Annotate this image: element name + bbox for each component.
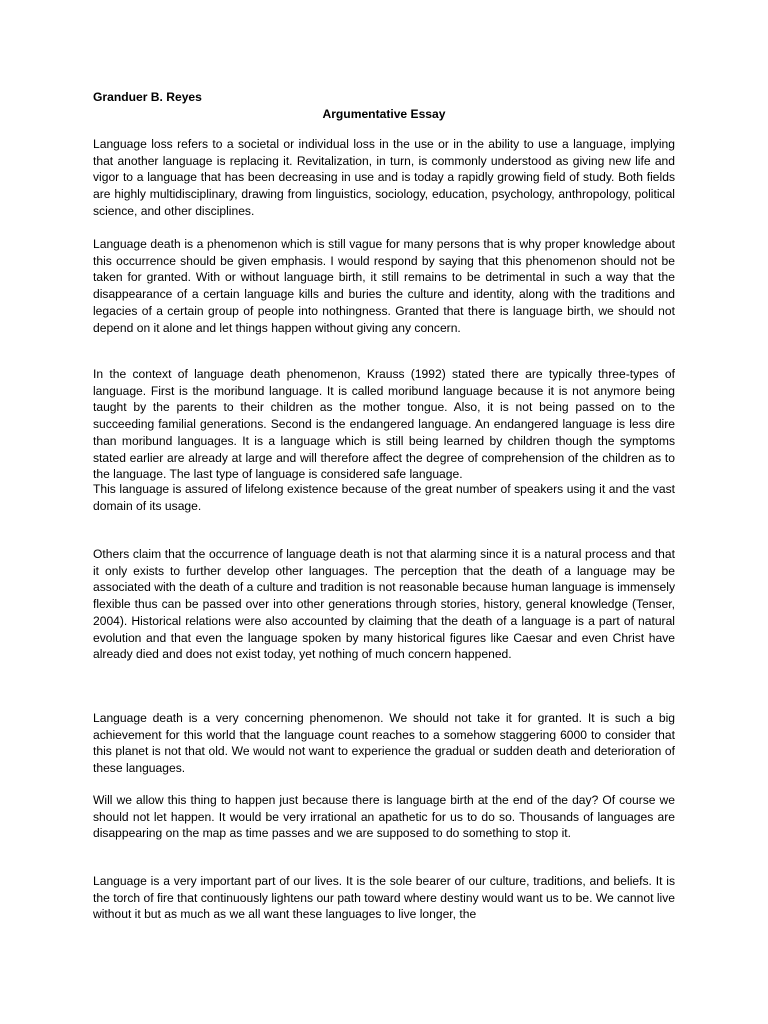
paragraph-safe-language: This language is assured of lifelong existence because of the great number of speakers using it and the vast domain of its usage.	[93, 482, 675, 513]
paragraph-language-loss: Language loss refers to a societal or individual loss in the use or in the ability to use a language, implying that another language is replacing it. Revitalization, in turn, is commonly understood as giving new life and vigor to a language that has been decreasing in use and is today a rapidly growing field of study. Both fields are highly multidisciplinary, drawing from linguistics, sociology, education, psychology, anthropology, political science, and other disciplines.	[93, 137, 675, 218]
paragraph-others-claim: Others claim that the occurrence of language death is not that alarming since it is a natural process and that it only exists to further develop other languages. The perception that the death of a language may be associated with the death of a culture and tradition is not reasonable because human language is immensely flexible thus can be passed over into other generations through stories, history, general knowledge (Tenser, 2004). Historical relations were also accounted by claiming that the death of a language is a part of natural evolution and that even the language spoken by many historical figures like Caesar and even Christ have already died and does not exist today, yet nothing of much concern happened.	[93, 547, 675, 662]
paragraph-language-importance: Language is a very important part of our lives. It is the sole bearer of our culture, traditions, and beliefs. It is the torch of fire that continuously lightens our path toward where destiny would want us to be. We cannot live without it but as much as we all want these languages to live longer, the	[93, 874, 675, 922]
essay-title: Argumentative Essay	[322, 107, 446, 121]
paragraph-allow-happen: Will we allow this thing to happen just because there is language birth at the end of the day? Of course we should not let happen. It would be very irrational an apathetic for us to do so. Thousands of languages are disappearing on the map as time passes and we are supposed to do something to stop it.	[93, 793, 675, 841]
paragraph-krauss-types: In the context of language death phenomenon, Krauss (1992) stated there are typically three-types of language. First is the moribund language. It is called moribund language because it is not anymore being taught by the parents to their children as the mother tongue. Also, it is not being passed on to the succeeding familial generations. Second is the endangered language. An endangered language is less dire than moribund languages. It is a language which is still being learned by children though the symptoms stated earlier are already at large and will therefore affect the degree of comprehension of the children as to the language. The last type of language is considered safe language.	[93, 367, 675, 482]
paragraph-concerning-phenomenon: Language death is a very concerning phenomenon. We should not take it for granted. It is such a big achievement for this world that the language count reaches to a somehow staggering 6000 to consider that this planet is not that old. We would not want to experience the gradual or sudden death and deterioration of these languages.	[93, 711, 675, 776]
author-name: Granduer B. Reyes	[93, 90, 202, 104]
paragraph-language-death: Language death is a phenomenon which is still vague for many persons that is why proper knowledge about this occurrence should be given emphasis. I would respond by saying that this phenomenon should not be taken for granted. With or without language birth, it still remains to be detrimental in such a way that the disappearance of a certain language kills and buries the culture and identity, along with the traditions and legacies of a certain group of people into nothingness. Granted that there is language birth, we should not depend on it alone and let things happen without giving any concern.	[93, 237, 675, 335]
